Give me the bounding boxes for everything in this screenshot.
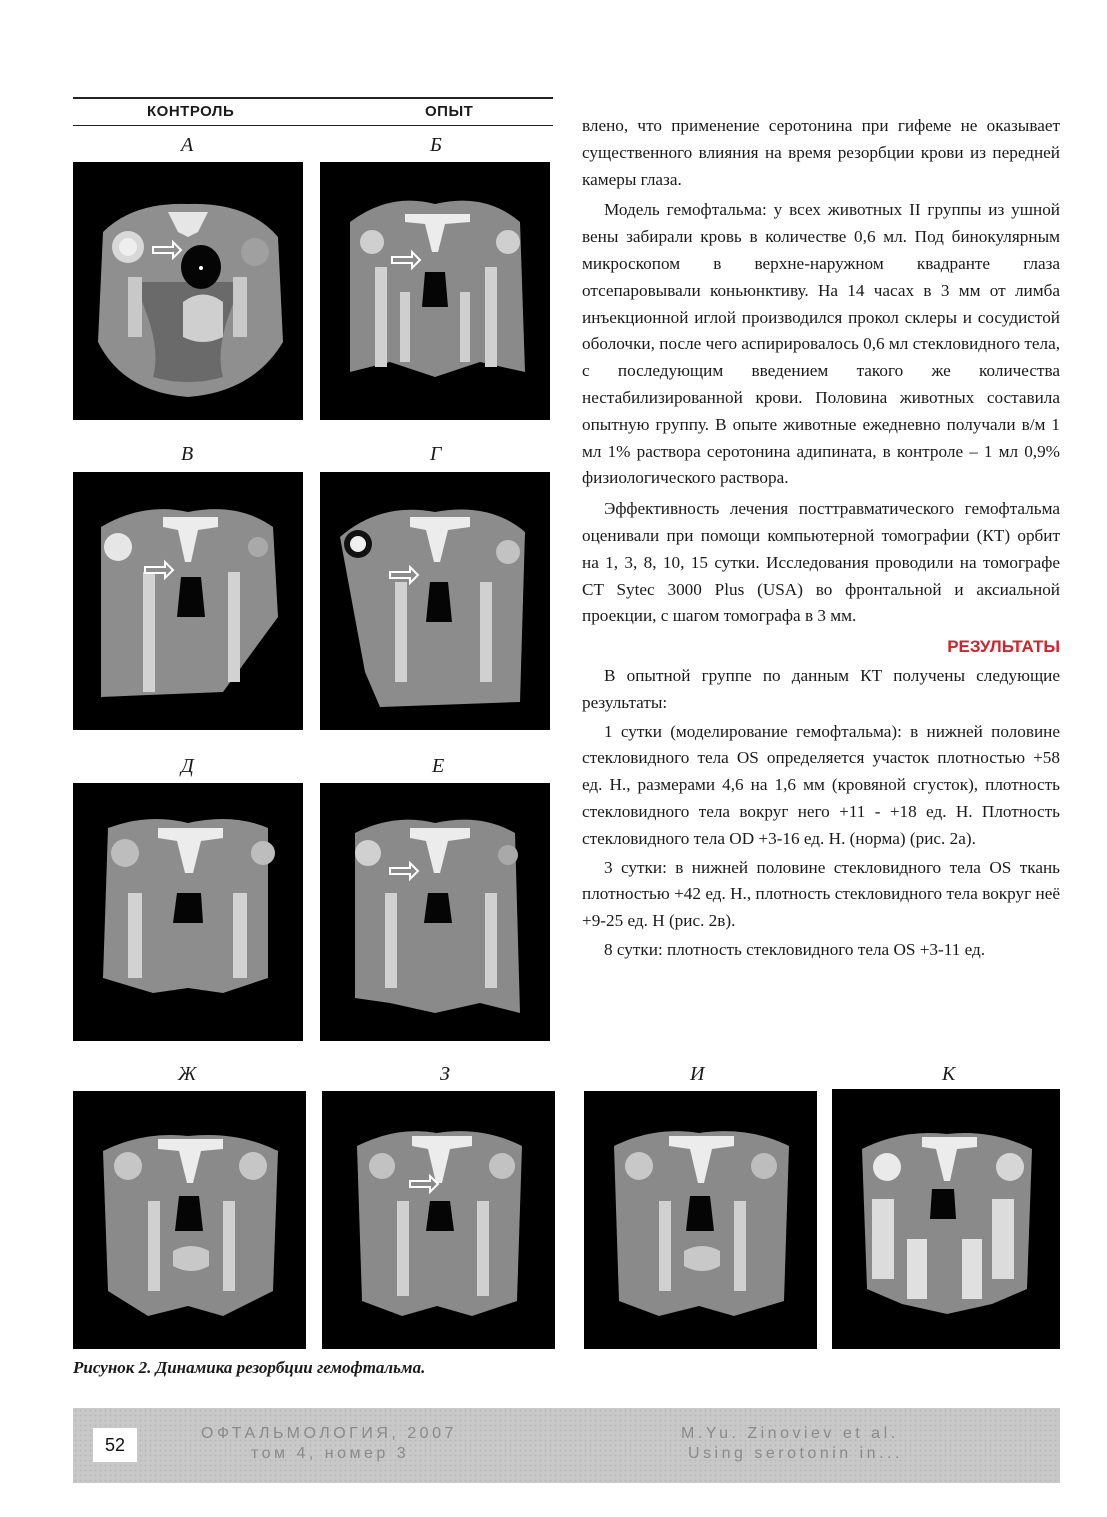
footer-authors: M.Yu. Zinoviev et al. (681, 1425, 899, 1442)
column-header-control: КОНТРОЛЬ (147, 103, 235, 120)
ct-scan-g (320, 472, 550, 730)
panel-label-i: И (690, 1063, 705, 1085)
footer-journal: ОФТАЛЬМОЛОГИЯ, 2007 (201, 1425, 457, 1442)
ct-scan-z (322, 1091, 555, 1349)
header-rule-top (73, 97, 553, 99)
ct-scan-a (73, 162, 303, 420)
paragraph-6: 3 сутки: в нижней половине стекловидного тела OS ткань плотностью +42 ед. Н., плотность стекловидного тела вокруг неё +9-25 ед. Н (рис. 2в). (582, 857, 1060, 931)
ct-scan-e (320, 783, 550, 1041)
paragraph-2: Модель гемофтальма: у всех животных II группы из ушной вены забирали кровь в количестве 0,6 мл. Под бинокулярным микроскопом в верхне-наружном квадранте глаза отсепаровывали коньюнктиву. На 14 часах в 3 мм от лимба инъекционной иглой производился прокол склеры и сосудистой оболочки, после чего аспирировалось 0,6 мл стекловидного тела, с последующим введением такого же количества нестабилизированной крови. Половина животных составила опытную группу. В опыте животные ежедневно получали в/м 1 мл 1% раствора серотонина адипината, в контроле – 1 мл 0,9% физиологического раствора. (582, 200, 1060, 488)
ct-scan-v (73, 472, 303, 730)
panel-label-v: В (181, 443, 194, 465)
panel-label-d: Д (181, 755, 194, 777)
ct-scan-b (320, 162, 550, 420)
paragraph-5: 1 сутки (моделирование гемофтальма): в нижней половине стекловидного тела OS определяется участок плотностью +58 ед. Н., размерами 4,6 на 1,6 мм (кровяной сгусток), плотность стекловидного тела вокруг него +11 - +18 ед. Н. Плотность стекловидного тела OD +3-16 ед. Н. (норма) (рис. 2а). (582, 721, 1060, 848)
figure-caption: Рисунок 2. Динамика резорбции гемофтальма. (73, 1358, 426, 1377)
ct-scan-k (832, 1089, 1060, 1349)
section-heading-results: РЕЗУЛЬТАТЫ (947, 637, 1060, 657)
ct-scan-i (584, 1091, 817, 1349)
ct-scan-zh (73, 1091, 306, 1349)
paragraph-7: 8 сутки: плотность стекловидного тела OS +3-11 ед. (604, 939, 986, 959)
page-number: 52 (93, 1428, 137, 1462)
body-text (582, 113, 1060, 964)
page-footer (73, 1408, 1060, 1483)
panel-label-g: Г (430, 443, 442, 465)
panel-label-zh: Ж (178, 1063, 197, 1085)
panel-label-z: З (440, 1063, 450, 1085)
footer-title: Using serotonin in... (688, 1445, 903, 1462)
paragraph-4: В опытной группе по данным КТ получены следующие результаты: (582, 665, 1060, 712)
panel-label-k: К (942, 1063, 956, 1085)
panel-label-b: Б (430, 134, 442, 156)
paragraph-3: Эффективность лечения посттравматического гемофтальма оценивали при помощи компьютерной томографии (КТ) орбит на 1, 3, 8, 10, 15 сутки. Исследования проводили на томографе CT Sytec 3000 Plus (USA) во фронтальной и аксиальной проекции, с шагом томографа в 3 мм. (582, 499, 1060, 626)
panel-label-a: А (181, 134, 194, 156)
column-header-experiment: ОПЫТ (425, 103, 474, 120)
paragraph-1: влено, что применение серотонина при гифеме не оказывает существенного влияния на время резорбции крови из передней камеры глаза. (582, 116, 1060, 189)
panel-label-e: Е (432, 755, 445, 777)
header-rule-bottom (73, 125, 553, 126)
ct-scan-d (73, 783, 303, 1041)
footer-issue: том 4, номер 3 (251, 1445, 410, 1462)
